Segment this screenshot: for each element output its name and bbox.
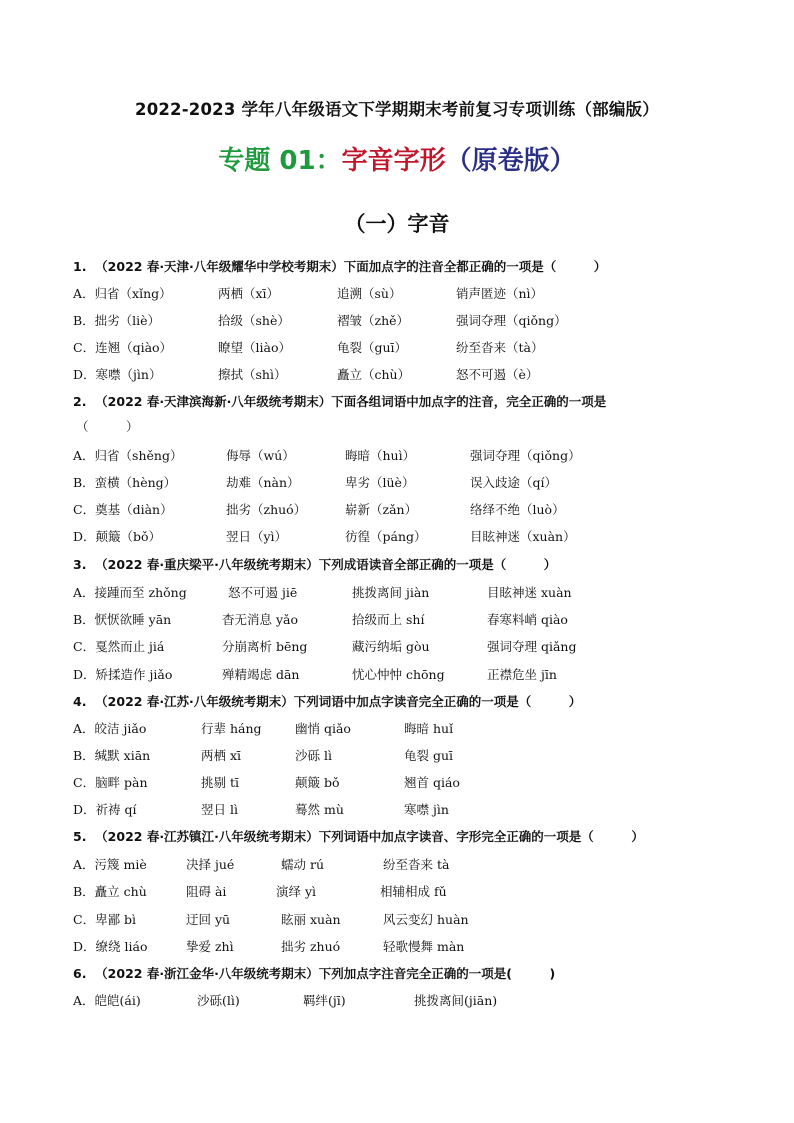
option-item: 拾级而上 shí <box>352 612 425 627</box>
option-item: 春寒料峭 qiào <box>487 612 568 627</box>
topic-title-number: 专题 01： <box>218 146 342 176</box>
option-item: D．寒噤（jìn） <box>73 367 162 382</box>
option-item: 龟裂 guī <box>404 748 454 763</box>
option-item: 演绎 yì <box>276 884 317 899</box>
option-item: 忧心忡忡 chōng <box>352 667 445 682</box>
topic-title-subject: 字音字形 <box>341 146 446 176</box>
option-item: 蠕动 rú <box>281 857 324 872</box>
option-item: 羁绊(jī) <box>303 993 346 1008</box>
option-item: 强词夺理（qiǒng） <box>456 313 567 328</box>
option-item: 强词夺理（qiǒng） <box>470 448 581 463</box>
option-item: 相辅相成 fǔ <box>380 884 447 899</box>
option-item: B．恹恹欲睡 yān <box>73 612 172 627</box>
option-item: 分崩离析 bēng <box>222 639 308 654</box>
section-heading: （一）字音 <box>344 212 450 236</box>
option-item: B．缄默 xiān <box>73 748 151 763</box>
option-item: 决择 jué <box>186 857 235 872</box>
option-item: 挑剔 tī <box>201 775 239 790</box>
question-text: （2022 春·天津·八年级耀华中学校考期末）下面加点字的注音全都正确的一项是（ ） <box>95 259 607 274</box>
option-item: 正襟危坐 jīn <box>487 667 557 682</box>
option-item: 瞭望（liào） <box>218 340 291 355</box>
option-item: A．归省（xǐng） <box>73 286 172 301</box>
option-item: 怒不可遏（è） <box>456 367 539 382</box>
option-item: 行辈 háng <box>201 721 262 736</box>
option-item: 卑劣（lüè） <box>345 475 415 490</box>
option-item: 晦暗 huǐ <box>404 721 454 736</box>
option-item: 风云变幻 huàn <box>383 912 469 927</box>
option-item: A．皑皑(ái) <box>73 993 141 1008</box>
option-item: 寒噤 jìn <box>404 802 449 817</box>
option-item: 翌日 lì <box>201 802 238 817</box>
option-item: 目眩神迷 xuàn <box>487 585 572 600</box>
question-stem: 1. （2022 春·天津·八年级耀华中学校考期末）下面加点字的注音全都正确的一项是（ ） <box>73 259 607 274</box>
question-stem: 2. （2022 春·天津滨海新·八年级统考期末）下面各组词语中加点字的注音，完全正确的一项是 <box>73 394 607 409</box>
option-item: 矗立（chù） <box>337 367 411 382</box>
option-item: 龟裂（guī） <box>337 340 408 355</box>
option-item: 擦拭（shì） <box>218 367 287 382</box>
option-item: 拙劣 zhuó <box>281 939 341 954</box>
option-item: 误入歧途（qí） <box>470 475 557 490</box>
option-item: 两栖（xī） <box>218 286 280 301</box>
option-item: 晦暗（huì） <box>345 448 416 463</box>
option-item: 颠簸 bǒ <box>295 775 340 790</box>
option-item: 追溯（sù） <box>337 286 402 301</box>
option-item: D．祈祷 qí <box>73 802 137 817</box>
option-item: 沙砾(lì) <box>197 993 240 1008</box>
option-item: 翘首 qiáo <box>404 775 460 790</box>
option-item: D．缭绕 liáo <box>73 939 148 954</box>
question-stem: 5. （2022 春·江苏镇江·八年级统考期末）下列词语中加点字读音、字形完全正确的一项是（ ） <box>73 829 644 844</box>
option-item: 销声匿迹（nì） <box>456 286 544 301</box>
question-text: （2022 春·江苏·八年级统考期末）下列词语中加点字读音完全正确的一项是（ ） <box>95 694 582 709</box>
option-item: 络绎不绝（luò） <box>470 502 565 517</box>
topic-title <box>0 140 794 177</box>
option-item: 挑拨离间 jiàn <box>352 585 430 600</box>
option-item: C．连翘（qiào） <box>73 340 173 355</box>
option-item: 殚精竭虑 dān <box>222 667 300 682</box>
question-stem: 4. （2022 春·江苏·八年级统考期末）下列词语中加点字读音完全正确的一项是（ ） <box>73 694 582 709</box>
option-item: 杳无消息 yǎo <box>222 612 299 627</box>
question-stem: 6. （2022 春·浙江金华·八年级统考期末）下列加点字注音完全正确的一项是( ) <box>73 966 556 981</box>
question-text: （2022 春·天津滨海新·八年级统考期末）下面各组词语中加点字的注音，完全正确的一项是 <box>95 394 607 409</box>
option-item: 两栖 xī <box>201 748 242 763</box>
option-item: 强词夺理 qiǎng <box>487 639 577 654</box>
option-item: D．颠簸（bǒ） <box>73 529 162 544</box>
question-text: （2022 春·重庆梁平·八年级统考期末）下列成语读音全部正确的一项是（ ） <box>95 557 557 572</box>
option-item: 纷至沓来 tà <box>383 857 450 872</box>
option-item: C．脑畔 pàn <box>73 775 148 790</box>
option-item: 挑拨离间(jiān) <box>414 993 498 1008</box>
option-item: 目眩神迷（xuàn） <box>470 529 576 544</box>
option-item: A．归省（shěng） <box>73 448 183 463</box>
option-item: 劫难（nàn） <box>226 475 300 490</box>
option-item: B．拙劣（liè） <box>73 313 161 328</box>
question-text: （2022 春·浙江金华·八年级统考期末）下列加点字注音完全正确的一项是( ) <box>95 966 556 981</box>
option-item: D．矫揉造作 jiǎo <box>73 667 173 682</box>
option-item: 崭新（zǎn） <box>345 502 418 517</box>
option-item: 阻碍 ài <box>186 884 227 899</box>
question-stem: 3. （2022 春·重庆梁平·八年级统考期末）下列成语读音全部正确的一项是（ ） <box>73 557 557 572</box>
option-item: 彷徨（páng） <box>345 529 427 544</box>
option-item: B．蛮横（hèng） <box>73 475 177 490</box>
option-item: 拾级（shè） <box>218 313 290 328</box>
option-item: C．奠基（diàn） <box>73 502 173 517</box>
option-item: C．卑鄙 bì <box>73 912 137 927</box>
option-item: 幽悄 qiǎo <box>295 721 351 736</box>
option-item: 怒不可遏 jiē <box>228 585 298 600</box>
answer-blank: （ ） <box>76 419 139 434</box>
option-item: 拙劣（zhuó） <box>226 502 307 517</box>
option-item: 轻歌慢舞 màn <box>383 939 465 954</box>
option-item: B．矗立 chù <box>73 884 147 899</box>
option-item: 迂回 yū <box>186 912 231 927</box>
option-item: 侮辱（wú） <box>226 448 295 463</box>
option-item: 沙砾 lì <box>295 748 332 763</box>
option-item: A．污篾 miè <box>73 857 147 872</box>
option-item: A．接踵而至 zhǒng <box>73 585 187 600</box>
question-text: （2022 春·江苏镇江·八年级统考期末）下列词语中加点字读音、字形完全正确的一项是（ ） <box>95 829 644 844</box>
option-item: 褶皱（zhě） <box>337 313 410 328</box>
option-item: C．戛然而止 jiá <box>73 639 165 654</box>
option-item: 眩丽 xuàn <box>281 912 341 927</box>
topic-title-edition: （原卷版） <box>445 146 576 176</box>
option-item: 挚爱 zhì <box>186 939 234 954</box>
document-header: 2022-2023 学年八年级语文下学期期末考前复习专项训练（部编版） <box>135 100 659 119</box>
option-item: 蓦然 mù <box>295 802 344 817</box>
option-item: 纷至沓来（tà） <box>456 340 544 355</box>
option-item: A．皎洁 jiǎo <box>73 721 147 736</box>
option-item: 藏污纳垢 gòu <box>352 639 430 654</box>
option-item: 翌日（yì） <box>226 529 288 544</box>
